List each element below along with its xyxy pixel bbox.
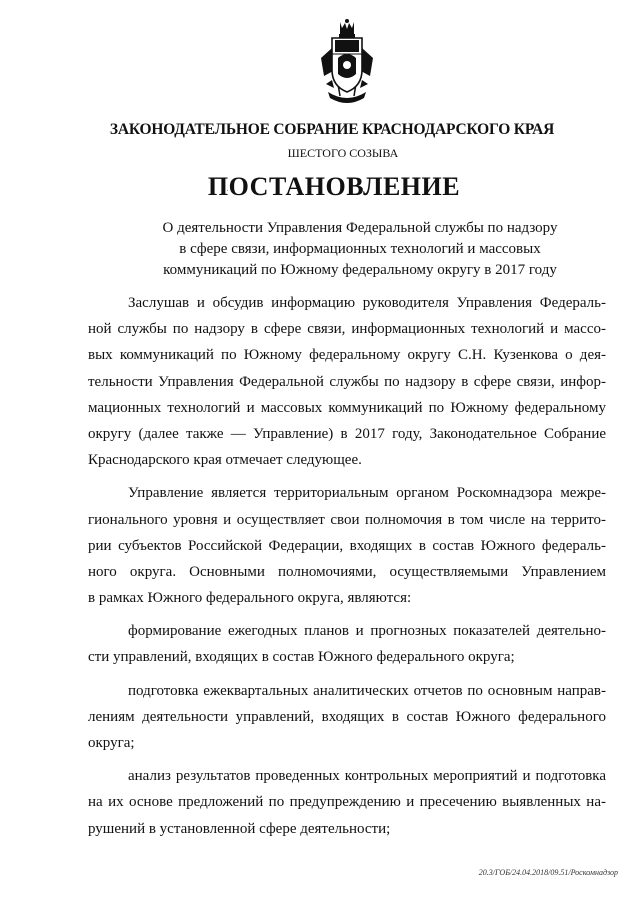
text-line: Управление является территориальным органом Роскомнадзора межре- bbox=[128, 485, 606, 502]
text-line: подготовка ежеквартальных аналитических отчетов по основным направ- bbox=[128, 682, 606, 699]
text-line: лениям деятельности управлений, входящих в состав Южного федерального bbox=[88, 708, 606, 725]
text-line: ной службы по надзору в сфере связи, информационных технологий и массо- bbox=[88, 321, 606, 338]
convocation-label: ШЕСТОГО СОЗЫВА bbox=[287, 146, 399, 160]
text-line: мационных технологий и массовых коммуникаций по Южному федеральному bbox=[88, 399, 606, 416]
text-line: ного округа. Основными полномочиями, осуществляемыми Управлением bbox=[88, 563, 606, 580]
subject-line: коммуникаций по Южному федеральному округу в 2017 году bbox=[163, 262, 557, 278]
krasnodar-coat-of-arms-icon bbox=[318, 18, 376, 104]
text-line: округа; bbox=[88, 735, 135, 751]
text-line: Краснодарского края отмечает следующее. bbox=[88, 452, 362, 469]
text-line: тельности Управления Федеральной службы по надзору в сфере связи, инфор- bbox=[88, 373, 606, 390]
document-body bbox=[88, 290, 606, 842]
document-subject bbox=[120, 218, 600, 281]
paragraph bbox=[88, 678, 606, 757]
text-line: Заслушав и обсудив информацию руководителя Управления Федераль- bbox=[128, 295, 606, 311]
text-line: в рамках Южного федерального округа, являются: bbox=[88, 590, 412, 607]
document-type-title: ПОСТАНОВЛЕНИЕ bbox=[207, 172, 461, 201]
paragraph bbox=[88, 618, 606, 670]
text-line: на их основе предложений по предупреждению и пресечению выявленных на- bbox=[88, 794, 606, 811]
text-line: формирование ежегодных планов и прогнозных показателей деятельно- bbox=[128, 623, 606, 640]
organization-name: ЗАКОНОДАТЕЛЬНОЕ СОБРАНИЕ КРАСНОДАРСКОГО КРАЯ bbox=[109, 121, 555, 138]
text-line: округу (далее также — Управление) в 2017 году, Законодательное Собрание bbox=[88, 425, 606, 442]
registration-code: 20.3/ГОБ/24.04.2018/09.51/Роскомнадзор bbox=[478, 868, 618, 877]
paragraph bbox=[88, 290, 606, 473]
text-line: рушений в установленной сфере деятельности; bbox=[88, 820, 391, 837]
paragraph bbox=[88, 763, 606, 842]
text-line: вых коммуникаций по Южному федеральному округу С.Н. Кузенкова о дея- bbox=[88, 347, 606, 364]
subject-line: в сфере связи, информационных технологий и массовых bbox=[179, 241, 541, 257]
text-line: сти управлений, входящих в состав Южного федерального округа; bbox=[88, 649, 515, 666]
paragraph bbox=[88, 480, 606, 611]
text-line: анализ результатов проведенных контрольных мероприятий и подготовка bbox=[128, 768, 606, 785]
text-line: рии субъектов Российской Федерации, входящих в состав Южного федераль- bbox=[88, 537, 606, 554]
subject-line: О деятельности Управления Федеральной службы по надзору bbox=[162, 220, 558, 236]
text-line: гионального уровня и осуществляет свои полномочия в том числе на террито- bbox=[88, 511, 606, 528]
